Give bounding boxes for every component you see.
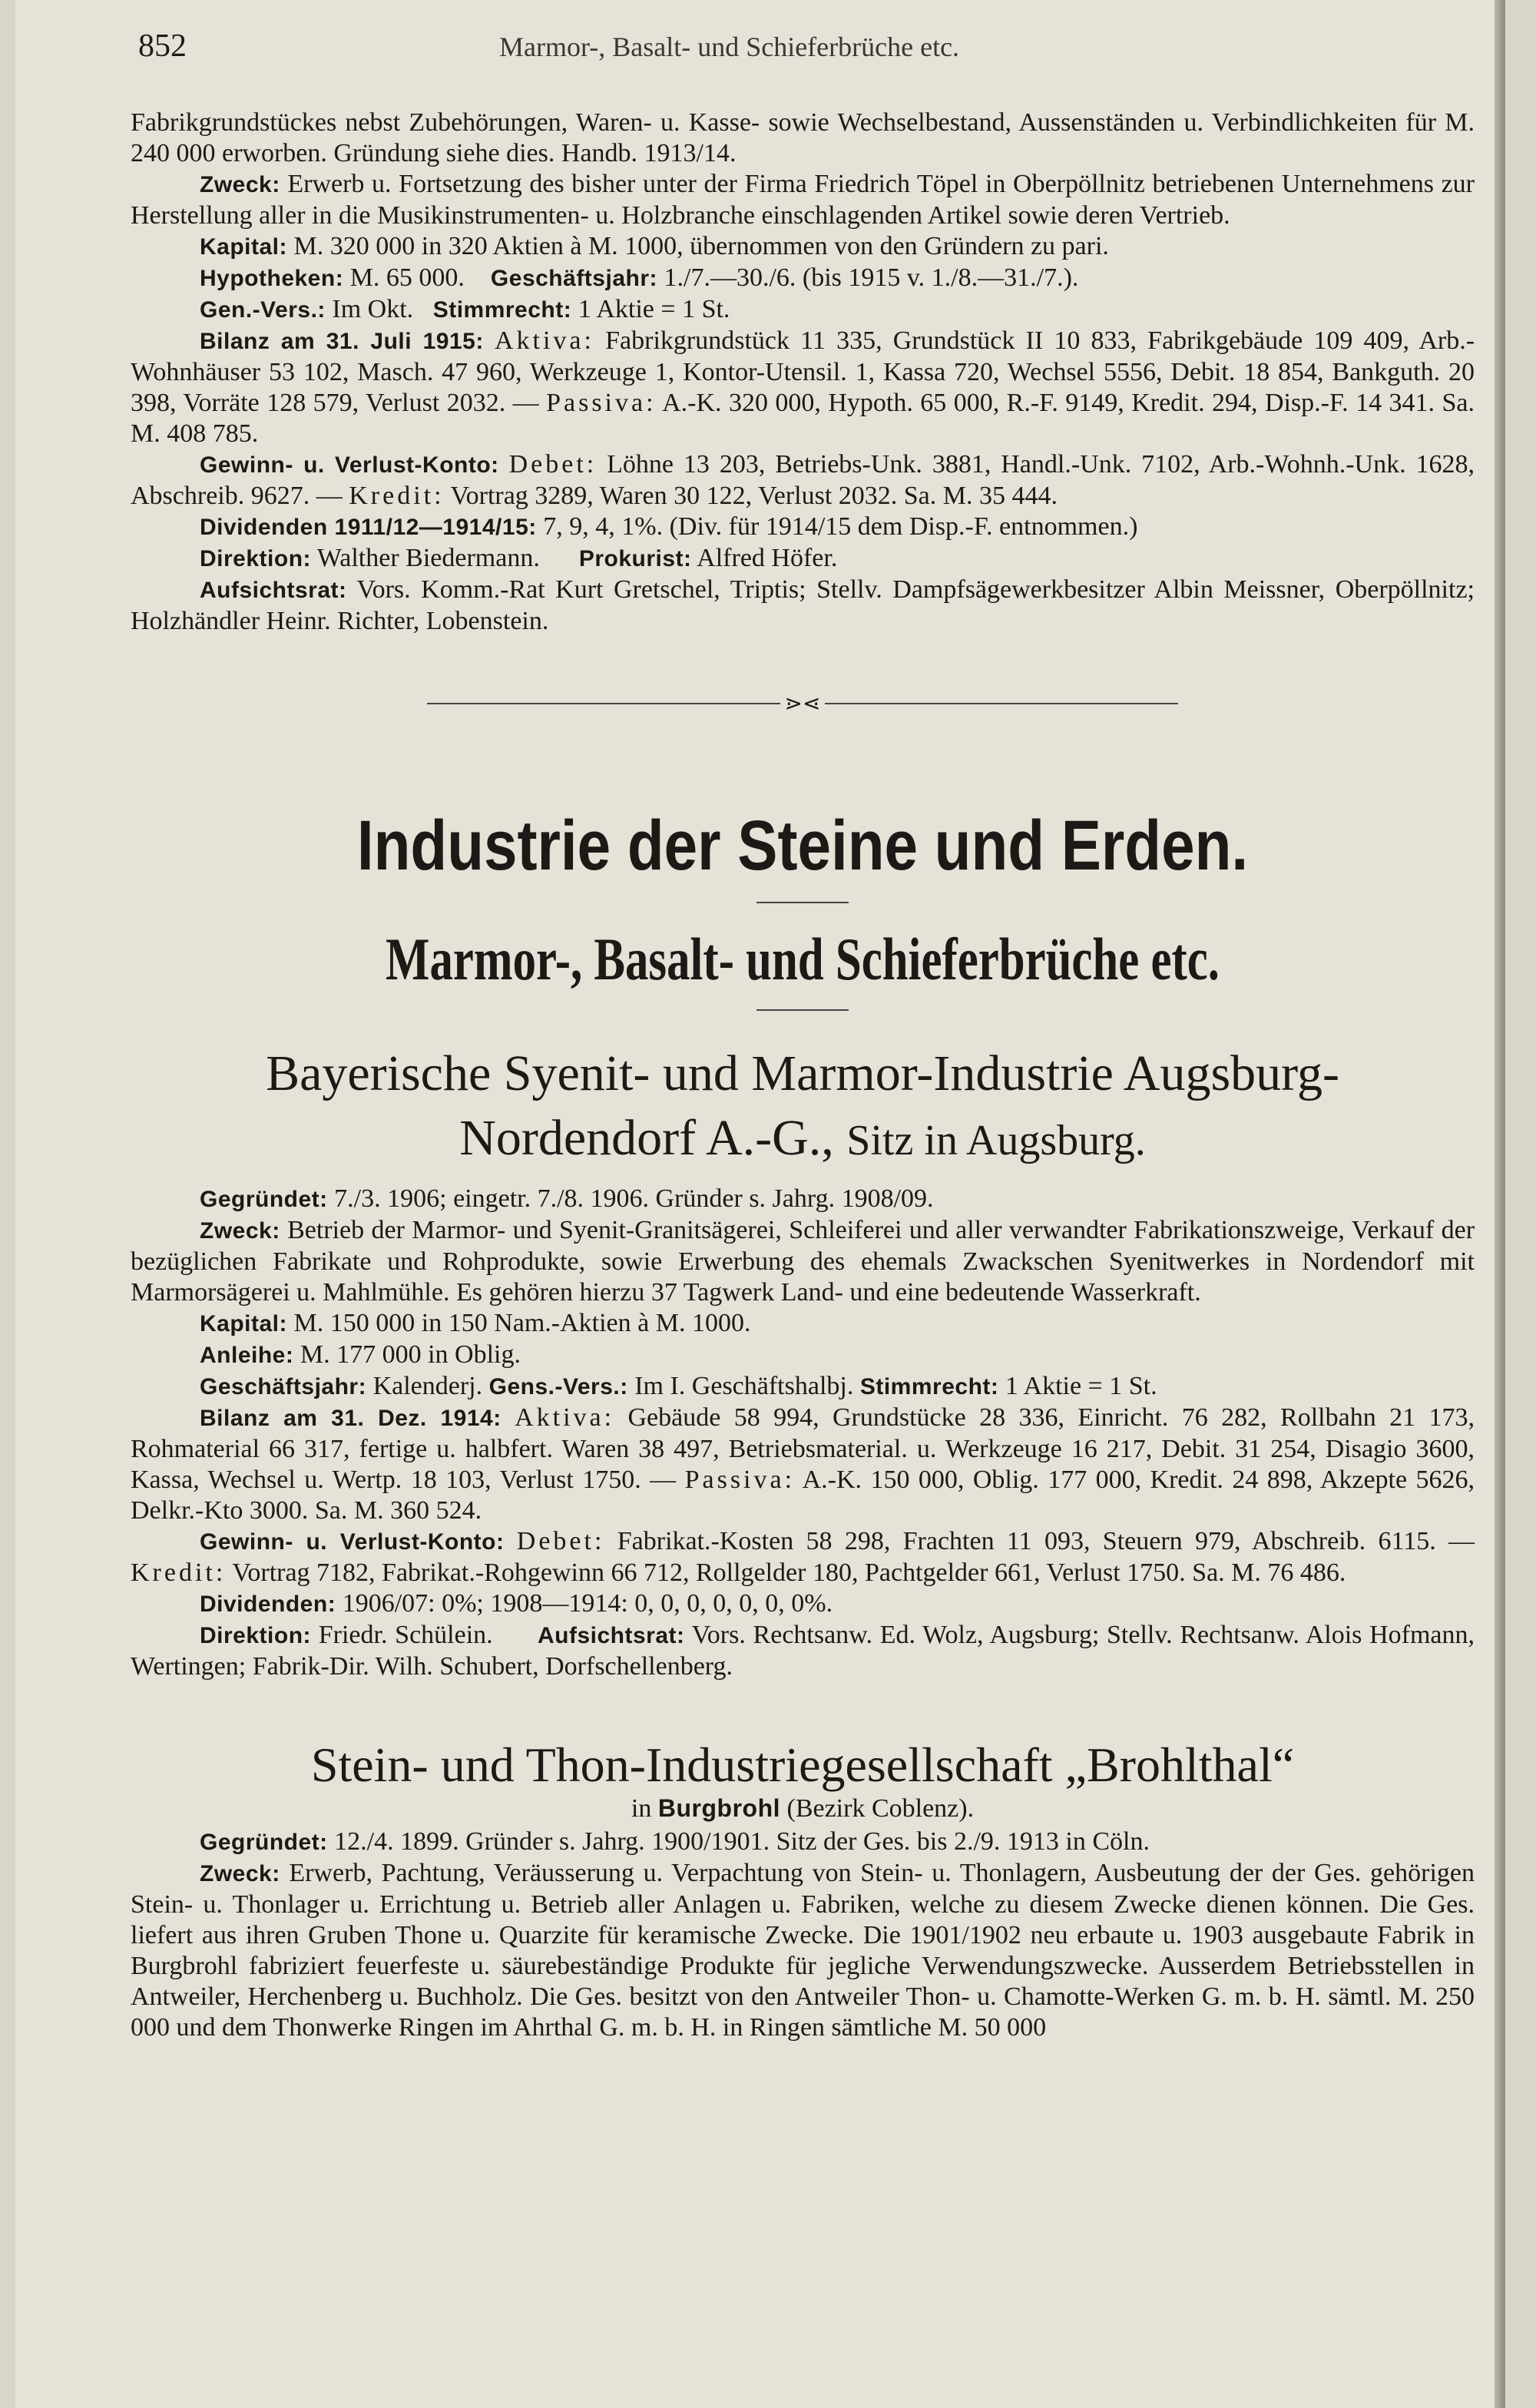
company-location — [131, 1794, 1475, 1823]
meeting-label: Gens.-Vers.: — [488, 1374, 628, 1399]
mortgage-paragraph — [131, 263, 1475, 294]
capital-text: M. 320 000 in 320 Aktien à M. 1000, übernommen von den Gründern zu pari. — [293, 232, 1109, 260]
capital-text: M. 150 000 in 150 Nam.-Aktien à M. 1000. — [293, 1309, 751, 1337]
dividends-label: Dividenden: — [200, 1592, 336, 1617]
loan-paragraph — [131, 1340, 1475, 1371]
company-entry-bayerische-syenit — [131, 1042, 1475, 1682]
fiscal-year-paragraph — [131, 1371, 1475, 1403]
capital-paragraph — [131, 1308, 1475, 1340]
founded-text: 12./4. 1899. Gründer s. Jahrg. 1900/1901. Sitz der Ges. bis 2./9. 1913 in Cöln. — [334, 1827, 1150, 1856]
ornament-line-left — [427, 703, 780, 704]
credit-label: Kredit: — [349, 482, 445, 510]
running-title: Marmor-, Basalt- und Schieferbrüche etc. — [499, 31, 960, 62]
mortgage-label: Hypotheken: — [200, 266, 344, 291]
book-page — [15, 0, 1505, 2408]
purpose-paragraph — [131, 1215, 1475, 1308]
board-label: Aufsichtsrat: — [200, 578, 347, 603]
management-label: Direktion: — [200, 1623, 312, 1648]
loan-label: Anleihe: — [200, 1343, 294, 1368]
board-paragraph — [131, 575, 1475, 637]
profit-loss-paragraph — [131, 449, 1475, 512]
fiscal-year-text: Kalenderj. — [372, 1372, 483, 1400]
balance-label: Bilanz am 31. Dez. 1914: — [200, 1406, 502, 1431]
short-rule-divider — [756, 902, 849, 903]
running-head — [131, 23, 1475, 69]
purpose-label: Zweck: — [200, 1861, 280, 1886]
profit-loss-paragraph — [131, 1526, 1475, 1588]
management-text: Walther Biedermann. — [316, 544, 540, 572]
location-place: Burgbrohl — [657, 1794, 780, 1822]
ornament-divider — [131, 691, 1475, 714]
fiscal-year-label: Geschäftsjahr: — [490, 266, 657, 291]
voting-text: 1 Aktie = 1 St. — [1005, 1372, 1157, 1400]
balance-paragraph — [131, 326, 1475, 449]
debit-label: Debet: — [516, 1527, 605, 1555]
assets-label: Aktiva: — [515, 1403, 615, 1432]
debit-text: Löhne 13 203, Betriebs-Unk. 3881, Handl.-Unk. 7102, Arb.-Wohnh.-Unk. 1628, Abschreib. 9627. — — [131, 450, 1475, 510]
board-label: Aufsichtsrat: — [537, 1623, 685, 1648]
balance-label: Bilanz am 31. Juli 1915: — [200, 329, 484, 354]
company-name-line2: Nordendorf A.-G., — [459, 1110, 834, 1166]
liabilities-label: Passiva: — [546, 389, 657, 417]
section-title: Industrie der Steine und Erden. — [356, 807, 1249, 885]
management-paragraph — [131, 1620, 1475, 1682]
capital-paragraph — [131, 231, 1475, 263]
purpose-text: Erwerb, Pachtung, Veräusserung u. Verpachtung von Stein- u. Thonlagern, Ausbeutung der der Ges. gehörigen Stein- u. Thonlager u. Errichtung u. Betrieb aller Anlagen u. Fabriken, welche zu diesem Zwecke dienen können. Die Ges. liefert aus ihren Gruben Thone u. Quarzite für keramische Zwecke. Die 1901/1902 neu erbaute u. 1903 ausgebaute Fabrik in Burgbrohl fabriziert feuerfeste u. säurebeständige Produkte für jegliche Verwendungszwecke. Ausserdem Betriebsstellen in Antweiler, Herchenberg u. Buchholz. Die Ges. besitzt von den Antweiler Thon- u. Chamotte-Werken G. m. b. H. sämtl. M. 250 000 und dem Thonwerke Ringen im Ahrthal G. m. b. H. in Ringen sämtliche M. 50 000 — [131, 1859, 1475, 2042]
fiscal-year-text: 1./7.—30./6. (bis 1915 v. 1./8.—31./7.). — [664, 263, 1079, 292]
credit-text: Vortrag 3289, Waren 30 122, Verlust 2032. Sa. M. 35 444. — [450, 482, 1058, 510]
fiscal-year-label: Geschäftsjahr: — [200, 1374, 367, 1399]
board-text: Vors. Rechtsanw. Ed. Wolz, Augsburg; Stellv. Rechtsanw. Alois Hofmann, Wertingen; Fabrik-Dir. Wilh. Schubert, Dorfschellenberg. — [131, 1621, 1475, 1681]
location-suffix: (Bezirk Coblenz). — [786, 1794, 975, 1823]
procurator-label: Prokurist: — [578, 546, 692, 571]
company-name-line1: Bayerische Syenit- und Marmor-Industrie Augsburg- — [266, 1045, 1339, 1101]
company-entry-brohlthal — [131, 1736, 1475, 2043]
company-title: Stein- und Thon-Industriegesellschaft „Brohlthal“ — [310, 1737, 1295, 1792]
founded-paragraph — [131, 1184, 1475, 1215]
voting-label: Stimmrecht: — [859, 1374, 999, 1399]
capital-label: Kapital: — [200, 1311, 288, 1336]
profit-loss-label: Gewinn- u. Verlust-Konto: — [200, 1529, 505, 1555]
procurator-text: Alfred Höfer. — [697, 544, 838, 572]
dividends-paragraph — [131, 512, 1475, 543]
dividends-label: Dividenden 1911/12—1914/15: — [200, 515, 537, 540]
management-label: Direktion: — [200, 546, 312, 571]
ornament-line-right — [825, 703, 1178, 704]
subsection-title: Marmor-, Basalt- und Schieferbrüche etc. — [386, 926, 1220, 992]
mortgage-text: M. 65 000. — [349, 263, 465, 292]
founded-label: Gegründet: — [200, 1830, 328, 1855]
purpose-label: Zweck: — [200, 172, 280, 197]
voting-text: 1 Aktie = 1 St. — [578, 295, 730, 323]
assets-label: Aktiva: — [494, 326, 594, 355]
meeting-label: Gen.-Vers.: — [200, 297, 326, 323]
purpose-paragraph — [131, 169, 1475, 231]
assets-text: Gebäude 58 994, Grundstücke 28 336, Einricht. 76 282, Rollbahn 21 173, Rohmaterial 66 317, fertige u. halbfert. Waren 38 497, Betriebsmaterial. u. Werkzeuge 16 217, Debit. 31 254, Disagio 3600, Kassa, Wechsel u. Wertp. 18 103, Verlust 1750. — — [131, 1403, 1475, 1494]
voting-label: Stimmrecht: — [432, 297, 572, 323]
purpose-text: Erwerb u. Fortsetzung des bisher unter der Firma Friedrich Töpel in Oberpöllnitz betriebenen Unternehmens zur Herstellung aller in die Musikinstrumenten- u. Holzbranche einschlagenden Artikel sowie deren Vertrieb. — [131, 170, 1475, 230]
dividends-text: 1906/07: 0%; 1908—1914: 0, 0, 0, 0, 0, 0, 0%. — [342, 1589, 833, 1618]
meeting-text: Im I. Geschäftshalbj. — [634, 1372, 854, 1400]
founded-label: Gegründet: — [200, 1187, 328, 1212]
previous-company-entry — [131, 108, 1475, 637]
management-paragraph — [131, 543, 1475, 575]
capital-label: Kapital: — [200, 234, 288, 260]
company-seat: Sitz in Augsburg. — [846, 1117, 1146, 1164]
liabilities-text: A.-K. 150 000, Oblig. 177 000, Kredit. 24 898, Akzepte 5626, Delkr.-Kto 3000. Sa. M. 360 524. — [131, 1466, 1475, 1525]
management-text: Friedr. Schülein. — [318, 1621, 493, 1649]
ornament-icon: ⋗⋖ — [784, 692, 821, 716]
founded-text: 7./3. 1906; eingetr. 7./8. 1906. Gründer s. Jahrg. 1908/09. — [334, 1184, 934, 1213]
liabilities-label: Passiva: — [684, 1466, 796, 1494]
loan-text: M. 177 000 in Oblig. — [300, 1340, 521, 1369]
dividends-text: 7, 9, 4, 1%. (Div. für 1914/15 dem Disp.-F. entnommen.) — [543, 512, 1138, 541]
debit-text: Fabrikat.-Kosten 58 298, Frachten 11 093, Steuern 979, Abschreib. 6115. — — [617, 1527, 1475, 1555]
dividends-paragraph — [131, 1588, 1475, 1620]
acquisition-text: Fabrikgrundstückes nebst Zubehörungen, Waren- u. Kasse- sowie Wechselbestand, Aussenständen u. Verbindlichkeiten für M. 240 000 erworben. Gründung siehe dies. Handb. 1913/14. — [131, 108, 1475, 167]
debit-label: Debet: — [508, 450, 598, 479]
credit-label: Kredit: — [131, 1558, 227, 1587]
meeting-paragraph — [131, 294, 1475, 326]
company-title — [131, 1042, 1475, 1173]
location-prefix: in — [631, 1794, 652, 1823]
purpose-paragraph — [131, 1858, 1475, 2043]
profit-loss-label: Gewinn- u. Verlust-Konto: — [200, 452, 499, 478]
page-number: 852 — [138, 28, 187, 64]
purpose-text: Betrieb der Marmor- und Syenit-Granitsägerei, Schleiferei und aller verwandter Fabrikationszweige, Verkauf der bezüglichen Fabrikate und Rohprodukte, sowie Erwerbung des ehemals Zwackschen Syenitwerkes in Nordendorf mit Marmorsägerei u. Mahlmühle. Es gehören hierzu 37 Tagwerk Land- und eine bedeutende Wasserkraft. — [131, 1216, 1475, 1307]
purpose-label: Zweck: — [200, 1218, 280, 1244]
founded-paragraph — [131, 1827, 1475, 1858]
meeting-text: Im Okt. — [332, 295, 414, 323]
short-rule-divider — [756, 1009, 849, 1011]
balance-paragraph — [131, 1403, 1475, 1526]
assets-text: Fabrikgrundstück 11 335, Grundstück II 10 833, Fabrikgebäude 109 409, Arb.-Wohnhäuser 53 102, Masch. 47 960, Werkzeuge 1, Kontor-Utensil. 1, Kassa 720, Wechsel 5556, Debit. 18 854, Bankguth. 20 398, Vorräte 128 579, Verlust 2032. — — [131, 326, 1475, 417]
board-text: Vors. Komm.-Rat Kurt Gretschel, Triptis; Stellv. Dampfsägewerkbesitzer Albin Meissner, Oberpöllnitz; Holzhändler Heinr. Richter, Lobenstein. — [131, 575, 1475, 635]
page-edge — [1495, 0, 1505, 2408]
credit-text: Vortrag 7182, Fabrikat.-Rohgewinn 66 712, Rollgelder 180, Pachtgelder 661, Verlust 1750. Sa. M. 76 486. — [232, 1558, 1346, 1587]
liabilities-text: A.-K. 320 000, Hypoth. 65 000, R.-F. 9149, Kredit. 294, Disp.-F. 14 341. Sa. M. 408 785. — [131, 389, 1475, 448]
